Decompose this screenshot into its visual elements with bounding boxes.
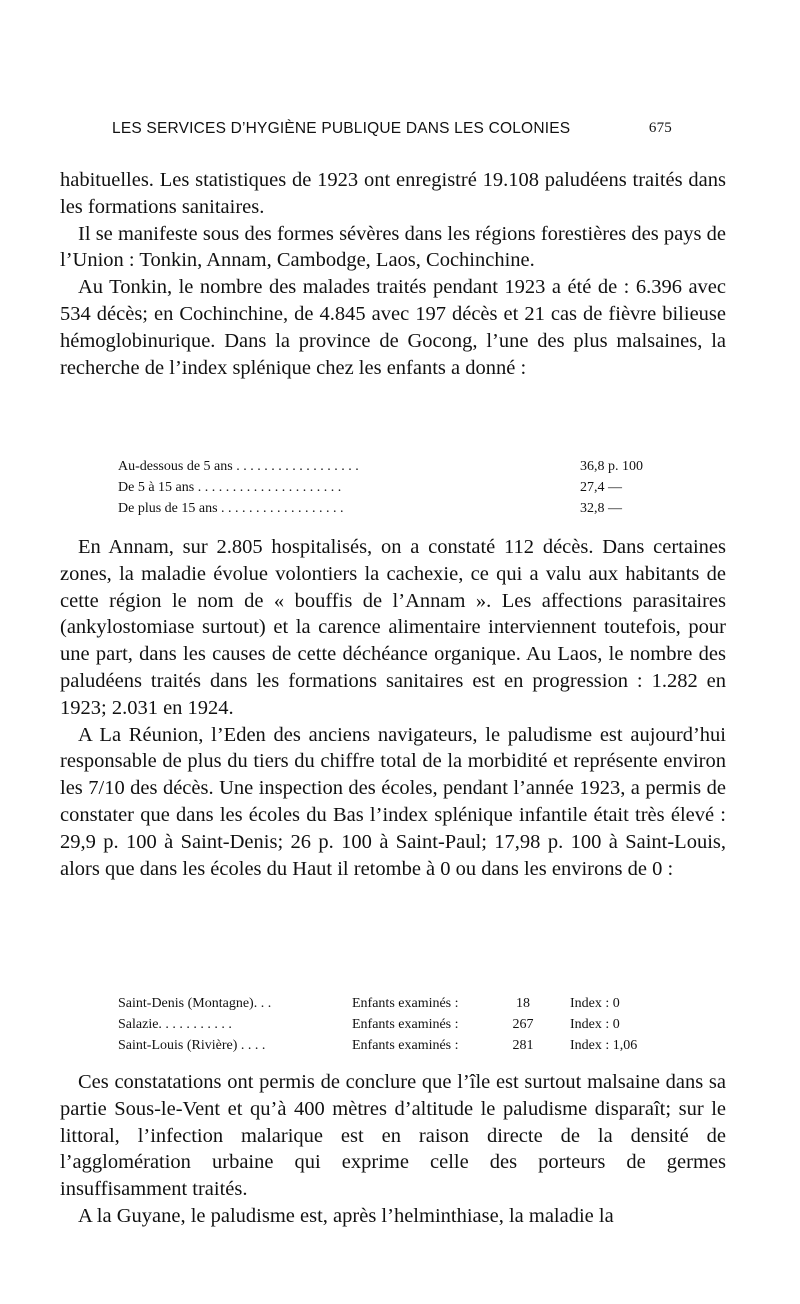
table-row (118, 1017, 678, 1038)
examined-count: 18 (516, 996, 530, 1011)
paragraph: Ces constatations ont permis de conclure que l’île est surtout malsaine dans sa partie Sous-le-Vent et qu’à 400 mètres d’altitude le paludisme disparaît; sur le littoral, l’infection malarique est en raison directe de la densité de l’agglomération urbaine qui exprime celle des porteurs de germes insuffisamment traités. (60, 1071, 726, 1201)
school-place: Saint-Louis (Rivière) . . . . (118, 1038, 266, 1053)
examined-count: 281 (512, 1038, 534, 1053)
index-value: 36,8 p. 100 (580, 459, 643, 474)
table-row (118, 996, 678, 1017)
age-label: Au-dessous de 5 ans . . . . . . . . . . . . . . . . . . (118, 459, 359, 474)
paragraph: Il se manifeste sous des formes sévères dans les régions forestières des pays de l’Union : Tonkin, Annam, Cambodge, Laos, Cochinchine. (60, 222, 726, 272)
table-row (118, 480, 678, 501)
table-row (118, 501, 678, 522)
paragraph: A la Guyane, le paludisme est, après l’helminthiase, la maladie la (78, 1204, 614, 1227)
index-value: 32,8 — (580, 501, 622, 516)
index-value: 0 (612, 1017, 620, 1032)
running-header (112, 120, 672, 144)
index-cell (570, 996, 620, 1012)
school-index-table (118, 996, 678, 1059)
index-value: 27,4 — (580, 480, 622, 495)
examined-label: Enfants examinés : (352, 996, 459, 1011)
page-number: 675 (648, 120, 672, 136)
index-label: Index : (570, 996, 610, 1011)
paragraph: habituelles. Les statistiques de 1923 ont enregistré 19.108 paludéens traités dans les formations sanitaires. (60, 169, 726, 218)
examined-label: Enfants examinés : (352, 1017, 459, 1032)
index-value: 0 (612, 996, 620, 1011)
index-cell (570, 1017, 620, 1033)
text-block-middle (60, 534, 726, 882)
table-row (118, 459, 678, 480)
table-row (118, 1038, 678, 1059)
index-cell (570, 1038, 637, 1054)
age-index-table (118, 459, 678, 522)
school-place: Salazie. . . . . . . . . . . (118, 1017, 232, 1032)
text-block-top (60, 167, 726, 381)
index-label: Index : (570, 1017, 610, 1032)
paragraph: A La Réunion, l’Eden des anciens navigateurs, le paludisme est aujourd’hui responsable de plus du tiers du chiffre total de la morbidité et représente environ les 7/10 des décès. Une inspection des écoles, pendant l’année 1923, a permis de constater que dans les écoles du Bas l’index splénique infantile était très élevé : 29,9 p. 100 à Saint-Denis; 26 p. 100 à Saint-Paul; 17,98 p. 100 à Saint-Louis, alors que dans les écoles du Haut il retombe à 0 ou dans les environs de 0 : (60, 723, 726, 880)
text-block-bottom (60, 1069, 726, 1230)
header-title: LES SERVICES D’HYGIÈNE PUBLIQUE DANS LES COLONIES (112, 120, 571, 137)
paragraph: Au Tonkin, le nombre des malades traités pendant 1923 a été de : 6.396 avec 534 décès; en Cochinchine, de 4.845 avec 197 décès et 21 cas de fièvre bilieuse hémoglobinurique. Dans la province de Gocong, l’une des plus malsaines, la recherche de l’index splénique chez les enfants a donné : (60, 276, 726, 379)
age-label: De 5 à 15 ans . . . . . . . . . . . . . . . . . . . . . (118, 480, 342, 495)
age-label: De plus de 15 ans . . . . . . . . . . . . . . . . . . (118, 501, 344, 516)
examined-count: 267 (512, 1017, 534, 1032)
school-place: Saint-Denis (Montagne). . . (118, 996, 272, 1011)
examined-label: Enfants examinés : (352, 1038, 459, 1053)
paragraph: En Annam, sur 2.805 hospitalisés, on a constaté 112 décès. Dans certaines zones, la maladie évolue volontiers la cachexie, ce qui a valu aux habitants de cette région le nom de « bouffis de l’Annam ». Les affections parasitaires (ankylostomiase surtout) et la carence alimentaire interviennent toutefois, pour une part, dans les causes de cette déchéance organique. Au Laos, le nombre des paludéens traités dans les formations sanitaires est en progression : 1.282 en 1923; 2.031 en 1924. (60, 536, 726, 719)
index-label: Index : (570, 1038, 610, 1053)
index-value: 1,06 (612, 1038, 638, 1053)
